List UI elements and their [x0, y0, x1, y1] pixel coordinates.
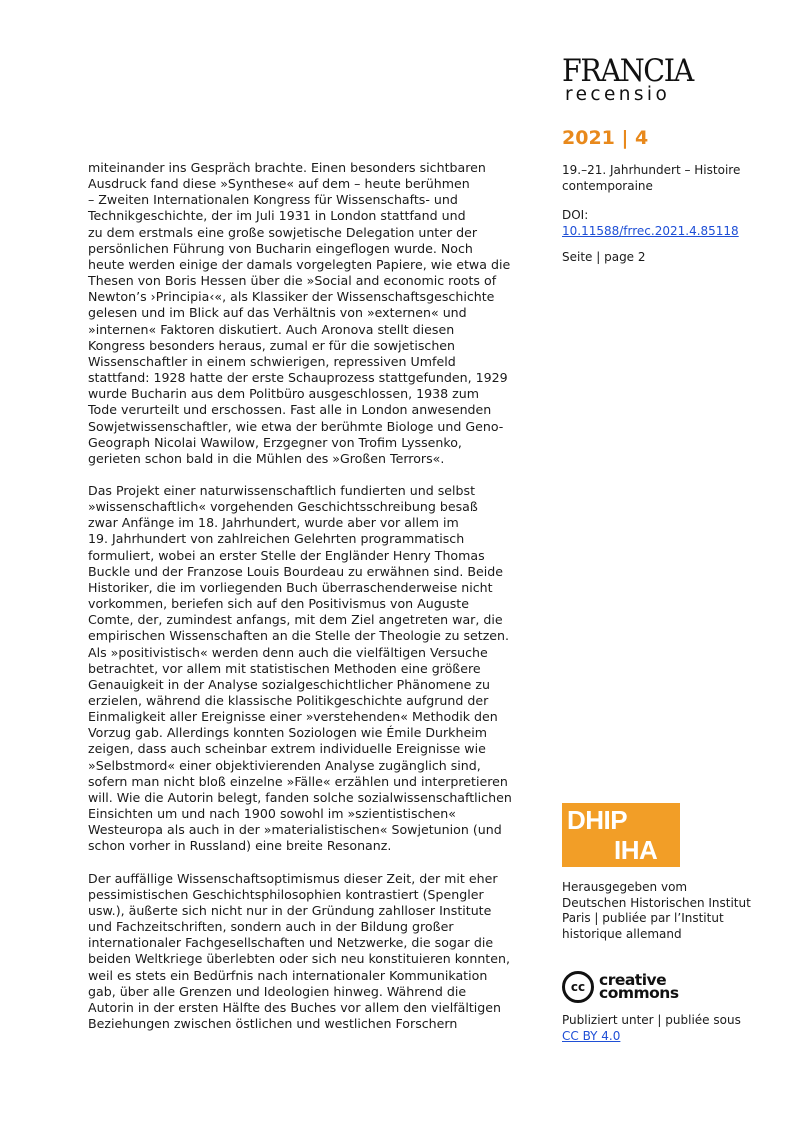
- license-link[interactable]: CC BY 4.0: [562, 1028, 621, 1043]
- dhip-logo-text: DHIP: [567, 805, 628, 835]
- cc-icon: cc: [562, 971, 594, 1003]
- page-number: Seite | page 2: [562, 250, 646, 264]
- doi-block: [562, 208, 752, 239]
- paragraph: Der auffällige Wissenschaftsoptimismus dieser Zeit, der mit eher pessimistischen Geschichtsphilosophien kontrastiert (Spengler usw.), äußerte sich nicht nur in der Gründung zahlloser Institute und Fachzeitschriften, sondern auch in der Bildung großer internationaler Fachgesellschaften und Netzwerke, die sogar die beiden Weltkriege überlebten oder sich neu konstituieren konnten, weil es stets ein Bedürfnis nach internationaler Kommunikation gab, über alle Grenzen und Ideologien hinweg. Während die Autorin in der ersten Hälfte des Buches vor allem den vielfältigen Beziehungen zwischen östlichen und westlichen Forschern: [88, 870, 510, 1031]
- period-label: 19.–21. Jahrhundert – Histoire contemporaine: [562, 163, 741, 193]
- dhip-iha-logo: [562, 803, 680, 867]
- logo-recensio-text: recensio: [565, 84, 671, 105]
- publisher-note: Herausgegeben vom Deutschen Historischen Institut Paris | publiée par l’Institut historique allemand: [562, 880, 751, 941]
- creative-commons-logo: [562, 971, 679, 1003]
- doi-label: DOI:: [562, 208, 589, 222]
- francia-recensio-logo: [562, 53, 714, 105]
- issue-number: 2021 | 4: [562, 127, 649, 149]
- logo-francia-text: FRANCIA: [562, 53, 693, 89]
- article-body: [88, 160, 518, 1048]
- doi-link[interactable]: 10.11588/frrec.2021.4.85118: [562, 223, 739, 238]
- paragraph: miteinander ins Gespräch brachte. Einen besonders sichtbaren Ausdruck fand diese »Synthese« auf dem – heute berühmen – Zweiten Internationalen Kongress für Wissenschafts- und Technikgeschichte, der im Juli 1931 in London stattfand und zu dem erstmals eine große sowjetische Delegation unter der persönlichen Führung von Bucharin eingeflogen wurde. Noch heute werden einige der damals vorgelegten Papiere, wie etwa die Thesen von Boris Hessen über die »Social and economic roots of Newton’s ›Principia‹«, als Klassiker der Wissenschaftsgeschichte gelesen und im Blick auf das Verhältnis von »externen« und »internen« Faktoren diskutiert. Auch Aronova stellt diesen Kongress besonders heraus, zumal er für die sowjetischen Wissenschaftler in einem schwierigen, repressiven Umfeld stattfand: 1928 hatte der erste Schauprozess stattgefunden, 1929 wurde Bucharin aus dem Politbüro ausgeschlossen, 1938 zum Tode verurteilt und erschossen. Fast alle in London anwesenden Sowjetwissenschaftler, wie etwa der berühmte Biologe und Geno- Geograph Nicolai Wawilow, Erzgegner von Trofim Lyssenko, gerieten schon bald in die Mühlen des »Großen Terrors«.: [88, 160, 511, 466]
- iha-logo-text: IHA: [614, 835, 658, 865]
- cc-logo-text: creative commons: [599, 970, 679, 1002]
- license-block: [562, 1013, 752, 1044]
- paragraph: Das Projekt einer naturwissenschaftlich fundierten und selbst »wissenschaftlich« vorgehenden Geschichtsschreibung besaß zwar Anfänge im 18. Jahrhundert, wurde aber vor allem im 19. Jahrhundert von zahlreichen Gelehrten programmatisch formuliert, wobei an erster Stelle der Engländer Henry Thomas Buckle und der Franzose Louis Bourdeau zu erwähnen sind. Beide Historiker, die im vorliegenden Buch überraschenderweise nicht vorkommen, beriefen sich auf den Positivismus von Auguste Comte, der, zumindest anfangs, mit dem Ziel angetreten war, die empirischen Wissenschaften an die Stelle der Theologie zu setzen. Als »positivistisch« werden denn auch die vielfältigen Versuche betrachtet, vor allem mit statistischen Methoden eine größere Genauigkeit in der Analyse sozialgeschichtlicher Phänomene zu erzielen, während die klassische Politikgeschichte aufgrund der Einmaligkeit aller Ereignisse einer »verstehenden« Methodik den Vorzug gab. Allerdings konnten Soziologen wie Émile Durkheim zeigen, dass auch scheinbar extrem individuelle Ereignisse wie »Selbstmord« einer objektivierenden Analyse zugänglich sind, sofern man nicht bloß einzelne »Fälle« erzählen und interpretieren will. Wie die Autorin belegt, fanden solche sozialwissenschaftlichen Einsichten um und nach 1900 sowohl im »szientistischen« Westeuropa als auch in der »materialistischen« Sowjetunion (und schon vorher in Russland) eine breite Resonanz.: [88, 482, 512, 854]
- license-label: Publiziert unter | publiée sous: [562, 1013, 741, 1027]
